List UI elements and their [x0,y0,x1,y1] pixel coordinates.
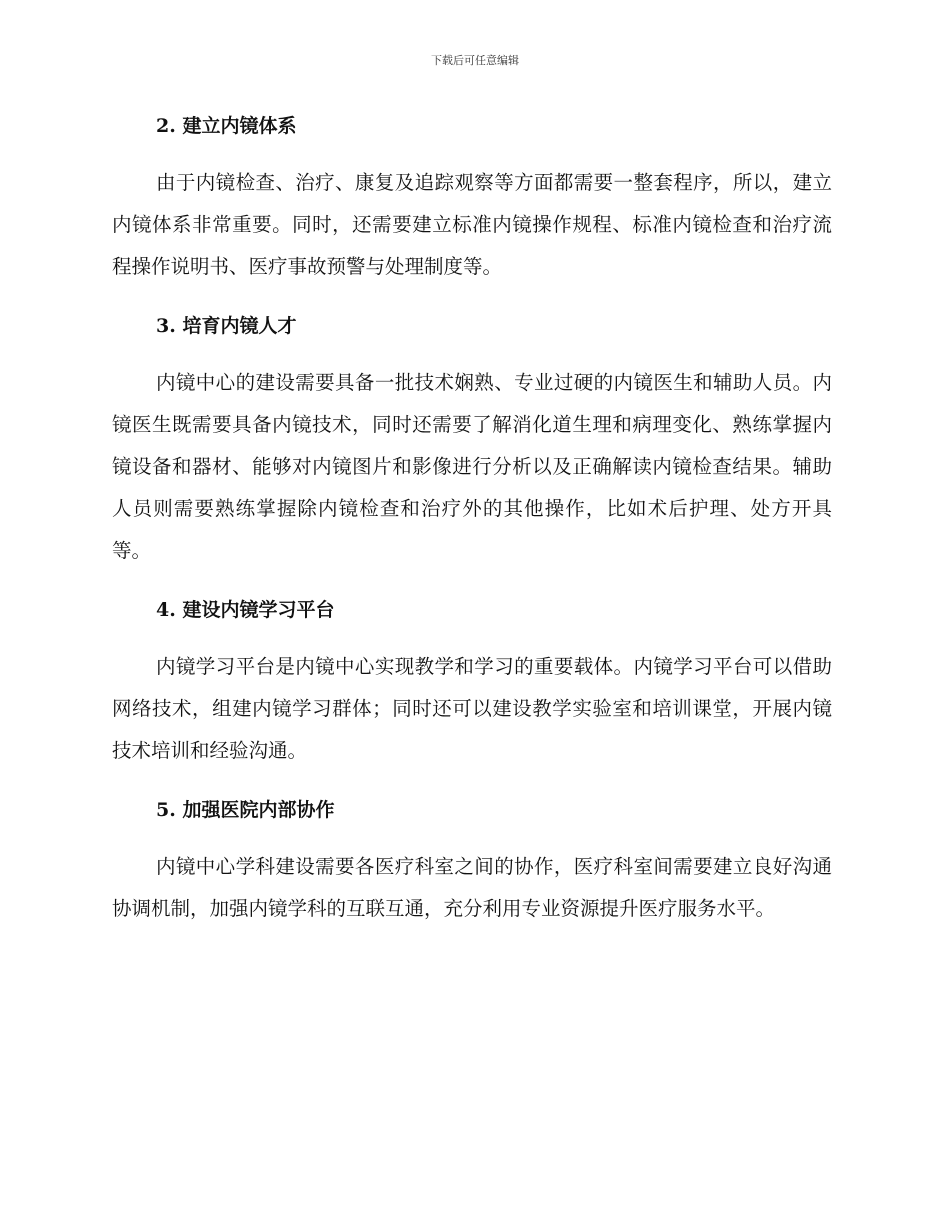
header-note: 下载后可任意编辑 [431,54,519,67]
document-body [112,110,832,952]
section-heading-4: 4. 建设内镜学习平台 [156,599,335,621]
section-paragraph-5: 内镜中心学科建设需要各医疗科室之间的协作，医疗科室间需要建立良好沟通协调机制，加强内镜学科的互联互通，充分利用专业资源提升医疗服务水平。 [112,855,832,920]
section-heading-2: 2. 建立内镜体系 [156,115,297,137]
section-paragraph-4: 内镜学习平台是内镜中心实现教学和学习的重要载体。内镜学习平台可以借助网络技术，组建内镜学习群体；同时还可以建设教学实验室和培训课堂，开展内镜技术培训和经验沟通。 [112,655,832,762]
section-heading-3: 3. 培育内镜人才 [156,315,297,337]
section-paragraph-3: 内镜中心的建设需要具备一批技术娴熟、专业过硬的内镜医生和辅助人员。内镜医生既需要具备内镜技术，同时还需要了解消化道生理和病理变化、熟练掌握内镜设备和器材、能够对内镜图片和影像进行分析以及正确解读内镜检查结果。辅助人员则需要熟练掌握除内镜检查和治疗外的其他操作，比如术后护理、处方开具等。 [112,371,832,562]
section-heading-5: 5. 加强医院内部协作 [156,799,335,821]
section-paragraph-2: 由于内镜检查、治疗、康复及追踪观察等方面都需要一整套程序，所以，建立内镜体系非常重要。同时，还需要建立标准内镜操作规程、标准内镜检查和治疗流程操作说明书、医疗事故预警与处理制度等。 [112,171,832,278]
